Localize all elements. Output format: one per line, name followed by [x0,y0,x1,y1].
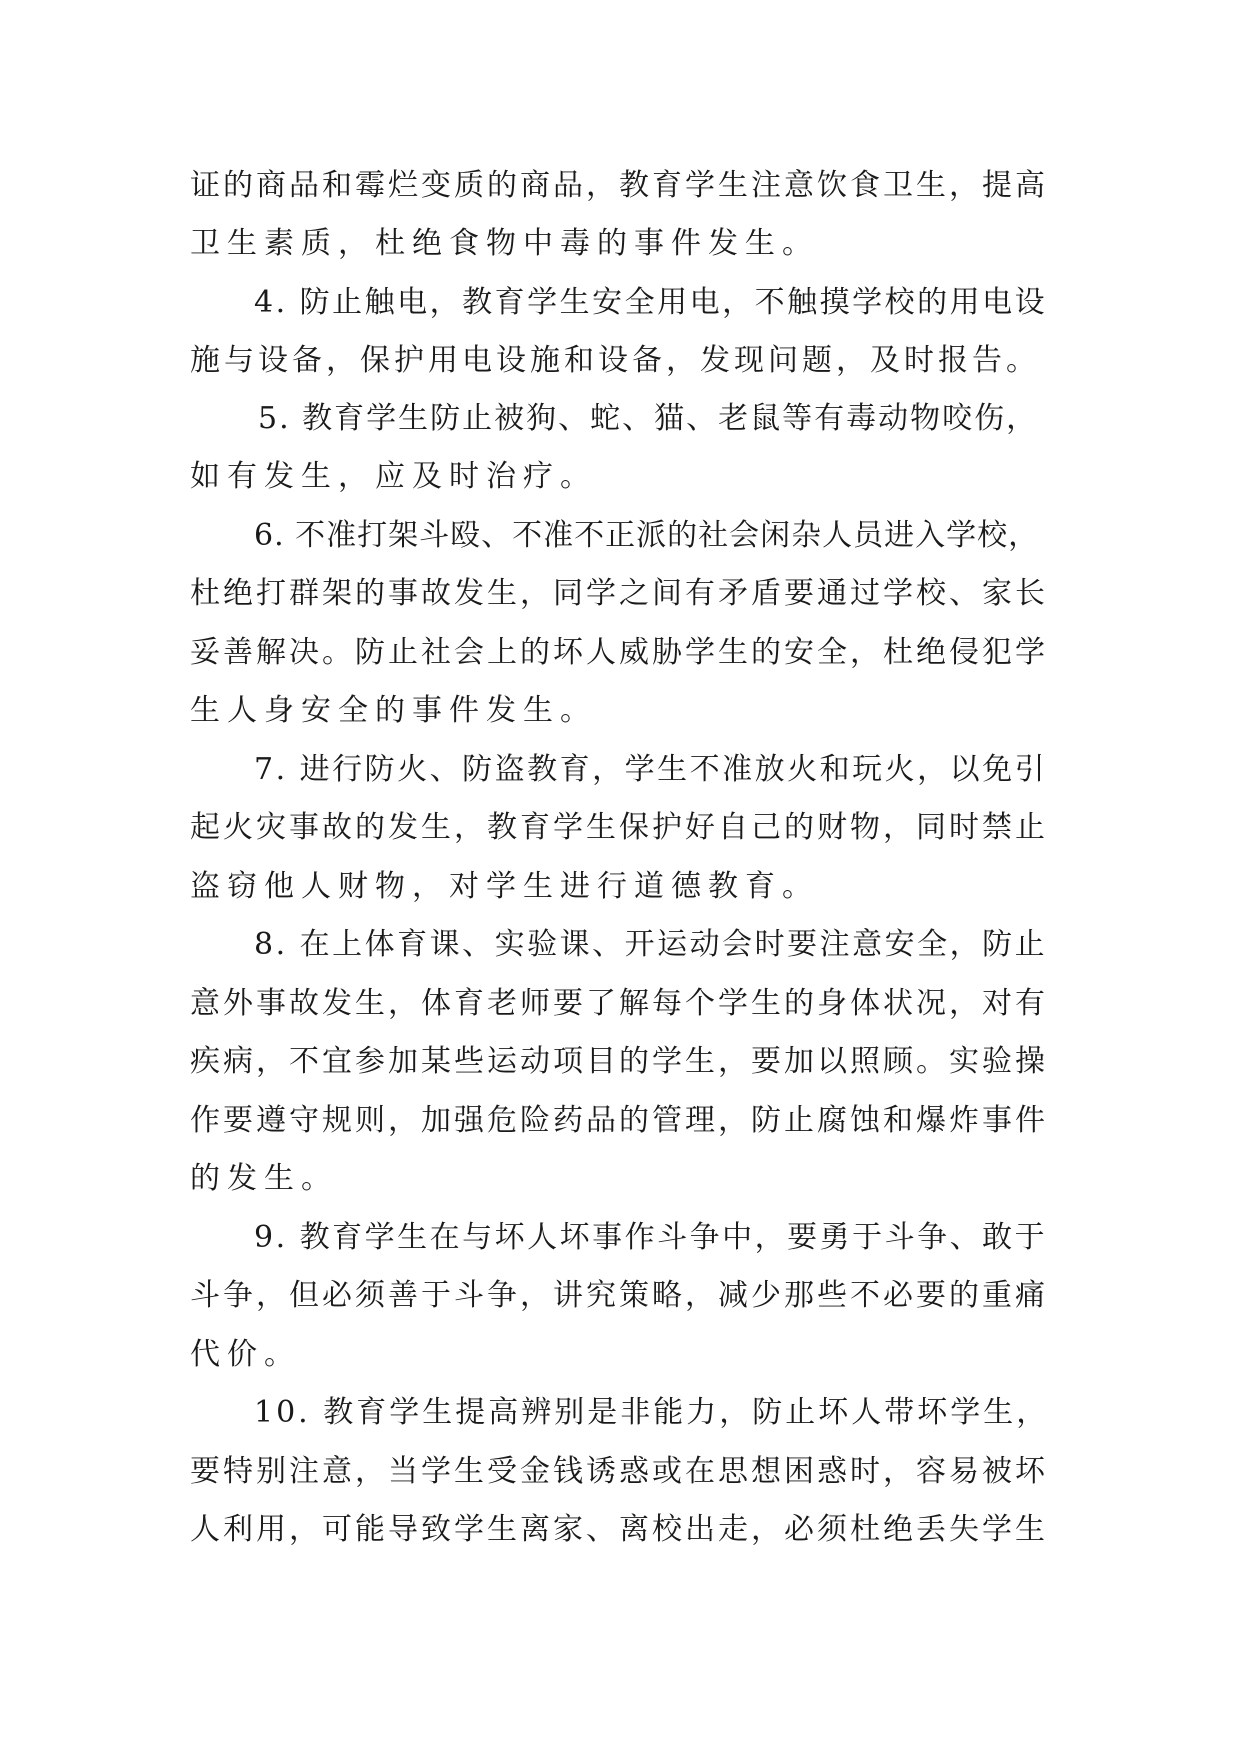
text-line: 疾病，不宜参加某些运动项目的学生，要加以照顾。实验操 [190,1044,1048,1079]
text-line: 要特别注意，当学生受金钱诱惑或在思想困惑时，容易被坏 [190,1454,1048,1489]
text-line: 生人身安全的事件发生。 [190,693,597,728]
paragraph-10-line: 10. 教育学生提高辨别是非能力，防止坏人带坏学生， [254,1395,1050,1430]
paragraph-6-line: 6. 不准打架斗殴、不准不正派的社会闲杂人员进入学校， [254,518,1040,553]
text-line: 杜绝打群架的事故发生，同学之间有矛盾要通过学校、家长 [190,576,1048,611]
paragraph-8-line: 8. 在上体育课、实验课、开运动会时要注意安全，防止 [254,927,1048,962]
text-line: 人利用，可能导致学生离家、离校出走，必须杜绝丢失学生 [190,1512,1048,1547]
text-line: 施与设备，保护用电设施和设备，发现问题，及时报告。 [190,343,1040,378]
paragraph-4-line: 4. 防止触电，教育学生安全用电，不触摸学校的用电设 [254,285,1048,320]
text-line: 意外事故发生，体育老师要了解每个学生的身体状况，对有 [190,986,1048,1021]
paragraph-7-line: 7. 进行防火、防盗教育，学生不准放火和玩火，以免引 [254,752,1048,787]
text-line: 证的商品和霉烂变质的商品，教育学生注意饮食卫生，提高 [190,168,1048,203]
text-line: 卫生素质，杜绝食物中毒的事件发生。 [190,226,819,261]
text-line: 如有发生，应及时治疗。 [190,459,597,494]
paragraph-5-line: 5. 教育学生防止被狗、蛇、猫、老鼠等有毒动物咬伤， [258,401,1039,436]
text-line: 妥善解决。防止社会上的坏人威胁学生的安全，杜绝侵犯学 [190,635,1048,670]
text-line: 的发生。 [190,1161,338,1196]
text-line: 代价。 [190,1337,301,1372]
text-line: 起火灾事故的发生，教育学生保护好自己的财物，同时禁止 [190,810,1048,845]
paragraph-9-line: 9. 教育学生在与坏人坏事作斗争中，要勇于斗争、敢于 [254,1220,1048,1255]
text-line: 斗争，但必须善于斗争，讲究策略，减少那些不必要的重痛 [190,1278,1048,1313]
text-line: 盗窃他人财物，对学生进行道德教育。 [190,869,819,904]
text-line: 作要遵守规则，加强危险药品的管理，防止腐蚀和爆炸事件 [190,1103,1048,1138]
